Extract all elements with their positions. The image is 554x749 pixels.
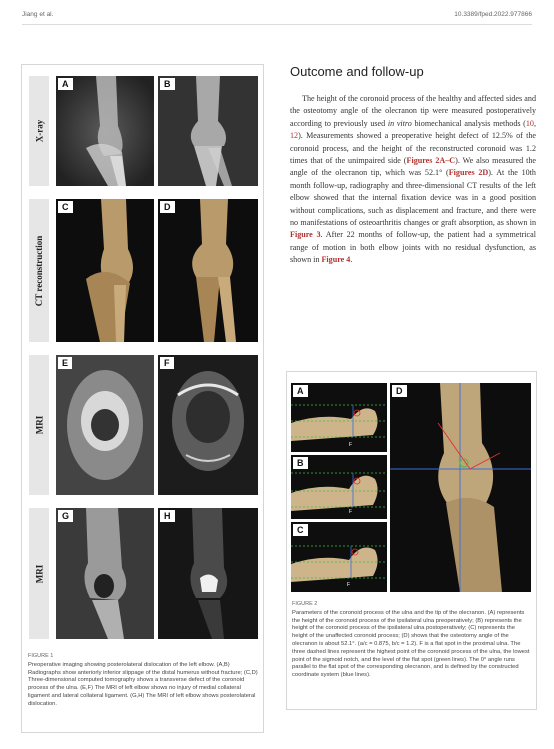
figure-link-3[interactable]: Figure 3 bbox=[290, 230, 321, 240]
panel-label-g: G bbox=[58, 510, 73, 522]
panel-b-xray bbox=[158, 76, 258, 186]
citation-link-12[interactable]: 12 bbox=[290, 131, 299, 141]
row-label-xray: X-ray bbox=[29, 76, 49, 186]
figure-2 bbox=[286, 371, 537, 710]
figure-link-4[interactable]: Figure 4 bbox=[321, 255, 351, 265]
fig2-panel-b bbox=[291, 455, 387, 519]
panel-g-mri bbox=[56, 508, 154, 639]
section-heading: Outcome and follow-up bbox=[290, 64, 424, 79]
figure-1-title: FIGURE 1 bbox=[28, 653, 54, 659]
flat-spot-label-a: F bbox=[349, 442, 353, 448]
panel-e-mri bbox=[56, 355, 154, 495]
panel-h-mri bbox=[158, 508, 258, 639]
fig2-panel-d bbox=[390, 383, 531, 592]
figure-2-caption-text: Parameters of the coronoid process of the ulna and the tip of the olecranon. (A) represents the height of the coronoid process of the ipsilateral ulna preoperatively; (B) represents the height of the coronoid process of the ipsilateral ulna postoperatively; (C) represents the height of the unaffected coronoid process; (D) shows that the osteotomy angle of the olecranon is about 52.1°. (a/c = 0.875, b/c = 1.2). F is a flat spot in the proximal ulna. The three dashed lines represent the highest point of the coronoid process of the ulna, the lowest point of the sigmoid notch, and the level of the flat spot (green lines). The 0° angle runs parallel to the flat spot of the corresponding olecranon, and is defined by the constructed coordinate system (blue lines). bbox=[292, 609, 530, 679]
fig2-label-a: A bbox=[293, 385, 308, 397]
panel-label-b: B bbox=[160, 78, 175, 90]
fig2-label-c: C bbox=[293, 524, 308, 536]
flat-spot-label-c: F bbox=[347, 582, 351, 588]
panel-label-e: E bbox=[58, 357, 72, 369]
figure-link-2d[interactable]: Figures 2D bbox=[448, 168, 489, 178]
fig2-label-b: B bbox=[293, 457, 308, 469]
panel-a-xray bbox=[56, 76, 154, 186]
citation-link-10[interactable]: 10 bbox=[525, 118, 534, 128]
panel-c-ct bbox=[56, 199, 154, 342]
panel-d-ct bbox=[158, 199, 258, 342]
fig2-panel-c bbox=[291, 522, 387, 592]
panel-label-d: D bbox=[160, 201, 175, 213]
row-label-ct: CT reconstruction bbox=[29, 199, 49, 342]
panel-label-a: A bbox=[58, 78, 73, 90]
body-paragraph: The height of the coronoid process of the healthy and affected sides and the osteotomy angle of the olecranon tip were measured postoperatively according to previously used in vitro biomechanical analysis methods (10, 12). Measurements showed a preoperative height defect of 12.5% of the coronoid process, and the height of the reconstructed coronoid was 1.2 times that of the unimpaired side (Figures 2A–C). We also measured the angle of the olecranon tip, which was 52.1° (Figures 2D). At the 10th month follow-up, radiography and three-dimensional CT results of the left elbow showed that the internal fixation device was in a good position without complications, such as displacement and fracture, and there were no manifestations of osteoarthritis changes or graft absorption, as shown in Figure 3. After 22 months of follow-up, the patient had a symmetrical range of motion in both elbow joints with no residual dysfunction, as shown in Figure 4. bbox=[290, 94, 536, 265]
running-header-doi: 10.3389/fped.2022.977866 bbox=[454, 11, 532, 18]
figure-2-title: FIGURE 2 bbox=[292, 601, 318, 607]
panel-f-mri bbox=[158, 355, 258, 495]
row-label-mri-1: MRI bbox=[29, 355, 49, 495]
header-divider bbox=[22, 24, 532, 25]
figure-1 bbox=[21, 64, 264, 733]
figure-2-caption bbox=[292, 601, 532, 680]
panel-label-f: F bbox=[160, 357, 174, 369]
row-label-mri-2: MRI bbox=[29, 508, 49, 639]
figure-1-caption bbox=[28, 653, 258, 709]
fig2-label-d: D bbox=[392, 385, 407, 397]
panel-label-h: H bbox=[160, 510, 175, 522]
figure-link-2a-c[interactable]: Figures 2A–C bbox=[406, 156, 456, 166]
running-header-author: Jiang et al. bbox=[22, 11, 54, 18]
flat-spot-label-b: F bbox=[349, 509, 353, 515]
figure-1-caption-text: Preoperative imaging showing posterolateral dislocation of the left elbow. (A,B) Radiographs show anteriorly inferior slippage of the distal humerus without fracture; (C,D) Three-dimensional computed tomography shows a transverse defect of the coronoid process of the ulna. (E,F) The MRI of left elbow shows no injury of medial collateral ligament and lateral collateral ligament. (G,H) The MRI of left elbow shows posterolateral dislocation. bbox=[28, 661, 258, 707]
fig2-panel-a bbox=[291, 383, 387, 452]
panel-label-c: C bbox=[58, 201, 73, 213]
